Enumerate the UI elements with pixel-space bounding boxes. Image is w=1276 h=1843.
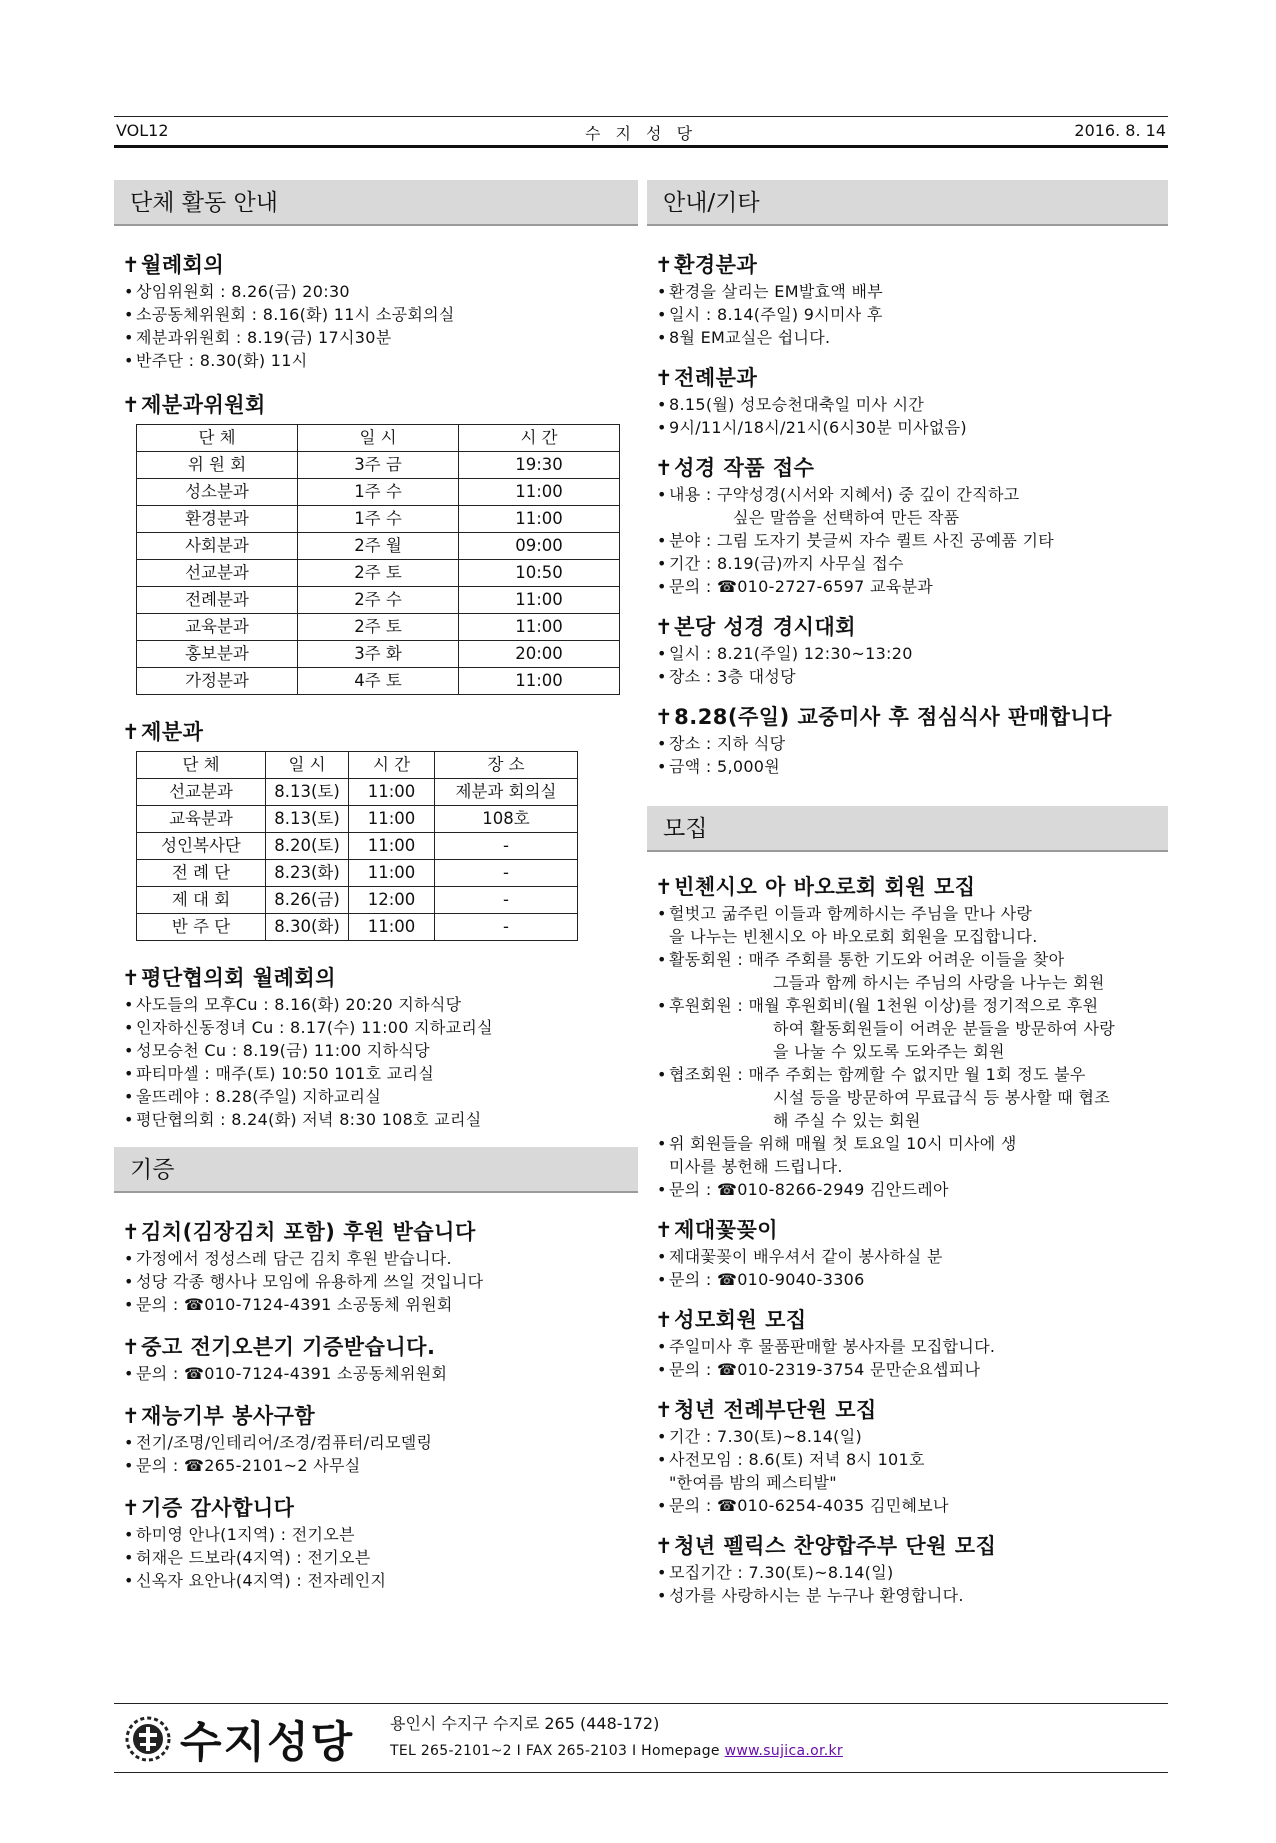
table-cell: - [435,860,578,887]
item-bible-art [655,455,1168,598]
list-item: • 가정에서 정성스레 담근 김치 후원 받습니다. [124,1249,452,1268]
table-row [137,587,620,614]
item-title: ✝본당 성경 경시대회 [655,615,857,639]
page-footer [114,1703,1168,1773]
church-logo-icon [124,1715,172,1763]
cross-icon: ✝ [122,1404,141,1428]
table-cell: 10:50 [459,560,620,587]
list-item: • 금액 : 5,000원 [657,757,781,776]
list-item: • 장소 : 3층 대성당 [657,667,796,686]
church-name: 수지성당 [180,1718,355,1768]
table-cell: 8.30(화) [266,914,349,941]
table-cell: 선교분과 [137,779,266,806]
cross-icon: ✝ [122,1496,141,1520]
bullet-list [655,642,1168,688]
table-cell: 전 례 단 [137,860,266,887]
cross-icon: ✝ [655,1308,674,1332]
table-cell: 4주 토 [298,668,459,695]
cross-icon: ✝ [122,966,141,990]
item-title: ✝빈첸시오 아 바오로회 회원 모집 [655,875,976,899]
table-cell: 12:00 [349,887,435,914]
table-header-row [137,425,620,452]
table-cell: 11:00 [459,479,620,506]
table-cell: 성인복사단 [137,833,266,860]
table-cell: 11:00 [349,914,435,941]
table-cell: 전례분과 [137,587,298,614]
item-title: ✝성경 작품 접수 [655,456,815,480]
table-header-cell: 일 시 [266,752,349,779]
list-item: • 장소 : 지하 식당 [657,734,786,753]
item-monthly-meeting [122,252,638,372]
section-heading-donation: 기증 [114,1147,638,1193]
header-top-rule [114,116,1168,117]
item-mary-society [655,1307,1168,1381]
table-header-cell: 단 체 [137,752,266,779]
table-header-row [137,752,578,779]
bullet-list [122,1362,638,1385]
table-cell: 사회분과 [137,533,298,560]
bullet-list [655,1425,1168,1517]
table-cell: 교육분과 [137,806,266,833]
list-item: • 성당 각종 행사나 모임에 유용하게 쓰일 것입니다 [124,1272,484,1291]
footer-bottom-rule [114,1772,1168,1773]
list-item: • 8월 EM교실은 쉽니다. [657,328,831,347]
list-item: • 성가를 사랑하시는 분 누구나 환영합니다. [657,1586,964,1605]
table-cell: 3주 금 [298,452,459,479]
volume-label: VOL12 [116,121,169,140]
divisions-schedule-table [136,751,578,941]
cross-icon: ✝ [122,253,141,277]
table-row [137,614,620,641]
table-row [137,533,620,560]
item-title: ✝청년 전례부단원 모집 [655,1398,877,1422]
item-title: ✝재능기부 봉사구함 [122,1404,316,1428]
item-bible-quiz [655,614,1168,688]
list-item: • 9시/11시/18시/21시(6시30분 미사없음) [657,418,967,437]
table-row [137,560,620,587]
right-column [647,180,1168,1607]
item-title: ✝김치(김장김치 포함) 후원 받습니다 [122,1220,476,1244]
list-item: • 문의 : ☎010-7124-4391 소공동체 위원회 [124,1295,453,1314]
list-item: • 기간 : 7.30(토)~8.14(일) [657,1427,863,1446]
list-item: • 울뜨레야 : 8.28(주일) 지하교리실 [124,1087,382,1106]
section-heading-recruitment: 모집 [647,806,1168,852]
table-cell: 2주 수 [298,587,459,614]
header-bottom-rule [114,145,1168,148]
item-oven [122,1334,638,1385]
table-cell: 8.20(토) [266,833,349,860]
list-item: • 모집기간 : 7.30(토)~8.14(일) [657,1563,894,1582]
list-item: • 평단협의회 : 8.24(화) 저녁 8:30 108호 교리실 [124,1110,482,1129]
list-item: • 일시 : 8.14(주일) 9시미사 후 [657,305,883,324]
table-cell: 반 주 단 [137,914,266,941]
item-liturgy [655,365,1168,439]
church-address: 용인시 수지구 수지로 265 (448-172) [390,1714,660,1733]
item-altar-flowers [655,1217,1168,1291]
header-title: 수 지 성 당 [584,124,698,143]
item-kimchi [122,1219,638,1316]
bullet-list [122,1523,638,1592]
list-item: • 헐벗고 굶주린 이들과 함께하시는 주님을 만나 사랑 을 나누는 빈첸시오 아 바오로회 회원을 모집합니다. [657,904,1038,946]
list-item: • 사도들의 모후Cu : 8.16(화) 20:20 지하식당 [124,995,462,1014]
issue-date: 2016. 8. 14 [1074,121,1166,140]
table-cell: 11:00 [459,668,620,695]
table-cell: 20:00 [459,641,620,668]
item-divisions [122,719,638,941]
table-row [137,479,620,506]
list-item: • 후원회원 : 매월 후원회비(월 1천원 이상)를 정기적으로 후원 하여 활동회원들이 어려운 분들을 방문하여 사랑 을 나눌 수 있도록 도와주는 회원 [657,996,1116,1061]
list-item: • 주일미사 후 물품판매할 봉사자를 모집합니다. [657,1337,996,1356]
table-header-cell: 단 체 [137,425,298,452]
cross-icon: ✝ [122,1220,141,1244]
item-title: ✝청년 펠릭스 찬양합주부 단원 모집 [655,1534,997,1558]
item-title: ✝성모회원 모집 [655,1308,807,1332]
bullet-list [655,732,1168,778]
list-item: • 반주단 : 8.30(화) 11시 [124,351,308,370]
item-talent [122,1403,638,1477]
cross-icon: ✝ [655,1534,674,1558]
cross-icon: ✝ [655,1398,674,1422]
cross-icon: ✝ [655,615,674,639]
item-title: ✝제분과위원회 [122,393,266,417]
table-cell: 19:30 [459,452,620,479]
list-item: • 허재은 드보라(4지역) : 전기오븐 [124,1548,371,1567]
list-item: • 8.15(월) 성모승천대축일 미사 시간 [657,395,925,414]
list-item: • 소공동체위원회 : 8.16(화) 11시 소공회의실 [124,305,455,324]
cross-icon: ✝ [655,253,674,277]
table-cell: 11:00 [349,860,435,887]
table-cell: 11:00 [349,806,435,833]
homepage-link[interactable]: www.sujica.or.kr [724,1743,843,1759]
bullet-list [655,280,1168,349]
item-title: ✝평단협의회 월례회의 [122,966,336,990]
item-title: ✝중고 전기오븐기 기증받습니다. [122,1335,436,1359]
table-cell: 선교분과 [137,560,298,587]
list-item: • 내용 : 구약성경(시서와 지혜서) 중 깊이 간직하고 싶은 말씀을 선택하여 만든 작품 [657,485,1020,527]
table-header-cell: 시 간 [349,752,435,779]
table-cell: 8.13(토) [266,806,349,833]
table-row [137,833,578,860]
bullet-list [655,1335,1168,1381]
list-item: • 성모승천 Cu : 8.19(금) 11:00 지하식당 [124,1041,430,1060]
bullet-list [122,280,638,372]
table-cell: 11:00 [349,779,435,806]
section-heading-group-activities: 단체 활동 안내 [114,180,638,226]
item-title: ✝환경분과 [655,253,758,277]
item-title: ✝제대꽃꽂이 [655,1218,779,1242]
table-cell: 위 원 회 [137,452,298,479]
table-row [137,668,620,695]
table-row [137,887,578,914]
table-row [137,806,578,833]
cross-icon: ✝ [122,720,141,744]
list-item: • 파티마셀 : 매주(토) 10:50 101호 교리실 [124,1064,435,1083]
table-cell: 교육분과 [137,614,298,641]
list-item: • 상임위원회 : 8.26(금) 20:30 [124,282,350,301]
table-header-cell: 장 소 [435,752,578,779]
list-item: • 신옥자 요안나(4지역) : 전자레인지 [124,1571,387,1590]
section-heading-notices: 안내/기타 [647,180,1168,226]
item-laity-council [122,965,638,1131]
table-row [137,641,620,668]
table-cell: 11:00 [459,587,620,614]
table-cell: 8.13(토) [266,779,349,806]
item-title: ✝기증 감사합니다 [122,1496,295,1520]
committee-schedule-table [136,424,620,695]
item-title: ✝전례분과 [655,366,758,390]
table-cell: - [435,833,578,860]
list-item: • 위 회원들을 위해 매월 첫 토요일 10시 미사에 생 미사를 봉헌해 드립니다. [657,1134,1017,1176]
table-cell: 제분과 회의실 [435,779,578,806]
list-item: • 하미영 안나(1지역) : 전기오븐 [124,1525,355,1544]
table-cell: 환경분과 [137,506,298,533]
contact-info: TEL 265-2101~2 I FAX 265-2103 I Homepage www.sujica.or.kr [390,1743,843,1759]
table-cell: 8.23(화) [266,860,349,887]
cross-icon: ✝ [655,1218,674,1242]
cross-icon: ✝ [655,456,674,480]
list-item: • 협조회원 : 매주 주회는 함께할 수 없지만 월 1회 정도 불우 시설 등을 방문하여 무료급식 등 봉사할 때 협조 해 주실 수 있는 회원 [657,1065,1111,1130]
table-cell: 성소분과 [137,479,298,506]
bullet-list [655,902,1168,1201]
list-item: • 환경을 살리는 EM발효액 배부 [657,282,883,301]
table-header-cell: 일 시 [298,425,459,452]
item-title: ✝8.28(주일) 교중미사 후 점심식사 판매합니다 [655,705,1112,729]
table-row [137,779,578,806]
bullet-list [655,1561,1168,1607]
item-environment [655,252,1168,349]
list-item: • 문의 : ☎010-2727-6597 교육분과 [657,577,934,596]
table-cell: 108호 [435,806,578,833]
list-item: • 일시 : 8.21(주일) 12:30~13:20 [657,644,913,663]
table-cell: 제 대 회 [137,887,266,914]
cross-icon: ✝ [122,393,141,417]
cross-icon: ✝ [122,1335,141,1359]
table-cell: 09:00 [459,533,620,560]
cross-icon: ✝ [655,875,674,899]
list-item: • 문의 : ☎265-2101~2 사무실 [124,1456,361,1475]
item-thanks [122,1495,638,1592]
list-item: • 분야 : 그림 도자기 붓글씨 자수 퀼트 사진 공예품 기타 [657,531,1055,550]
table-row [137,506,620,533]
list-item: • 전기/조명/인테리어/조경/컴퓨터/리모델링 [124,1433,433,1452]
table-cell: - [435,887,578,914]
table-cell: 11:00 [459,614,620,641]
list-item: • 문의 : ☎010-6254-4035 김민혜보나 [657,1496,949,1515]
item-title: ✝월례회의 [122,253,225,277]
left-column [114,180,638,1592]
item-youth-choir [655,1533,1168,1607]
item-youth-liturgy [655,1397,1168,1517]
item-title: ✝제분과 [122,720,204,744]
bullet-list [122,1247,638,1316]
table-cell: 3주 화 [298,641,459,668]
list-item: • 사전모임 : 8.6(토) 저녁 8시 101호 "한여름 밤의 페스티발" [657,1450,925,1492]
table-cell: 11:00 [349,833,435,860]
table-cell: 1주 수 [298,479,459,506]
item-committee [122,392,638,695]
table-cell: 1주 수 [298,506,459,533]
item-vincent [655,874,1168,1201]
cross-icon: ✝ [655,366,674,390]
bullet-list [655,1245,1168,1291]
page-header [114,116,1168,148]
bullet-list [655,393,1168,439]
item-lunch-sale [655,704,1168,778]
table-cell: 2주 토 [298,614,459,641]
list-item: • 문의 : ☎010-9040-3306 [657,1270,865,1289]
table-cell: 2주 월 [298,533,459,560]
list-item: • 문의 : ☎010-7124-4391 소공동체위원회 [124,1364,448,1383]
table-cell: 11:00 [459,506,620,533]
list-item: • 활동회원 : 매주 주회를 통한 기도와 어려운 이들을 찾아 그들과 함께 하시는 주님의 사랑을 나누는 회원 [657,950,1105,992]
table-cell: - [435,914,578,941]
list-item: • 문의 : ☎010-2319-3754 문만순요셉피나 [657,1360,981,1379]
cross-icon: ✝ [655,705,674,729]
table-cell: 홍보분과 [137,641,298,668]
table-row [137,914,578,941]
list-item: • 제분과위원회 : 8.19(금) 17시30분 [124,328,392,347]
list-item: • 제대꽃꽂이 배우셔서 같이 봉사하실 분 [657,1247,943,1266]
list-item: • 기간 : 8.19(금)까지 사무실 접수 [657,554,904,573]
table-cell: 8.26(금) [266,887,349,914]
footer-top-rule [114,1703,1168,1704]
table-row [137,860,578,887]
bullet-list [122,993,638,1131]
bullet-list [655,483,1168,598]
table-cell: 2주 토 [298,560,459,587]
table-header-cell: 시 간 [459,425,620,452]
list-item: • 인자하신동정녀 Cu : 8.17(수) 11:00 지하교리실 [124,1018,493,1037]
bullet-list [122,1431,638,1477]
table-row [137,452,620,479]
list-item: • 문의 : ☎010-8266-2949 김안드레아 [657,1180,949,1199]
table-cell: 가정분과 [137,668,298,695]
